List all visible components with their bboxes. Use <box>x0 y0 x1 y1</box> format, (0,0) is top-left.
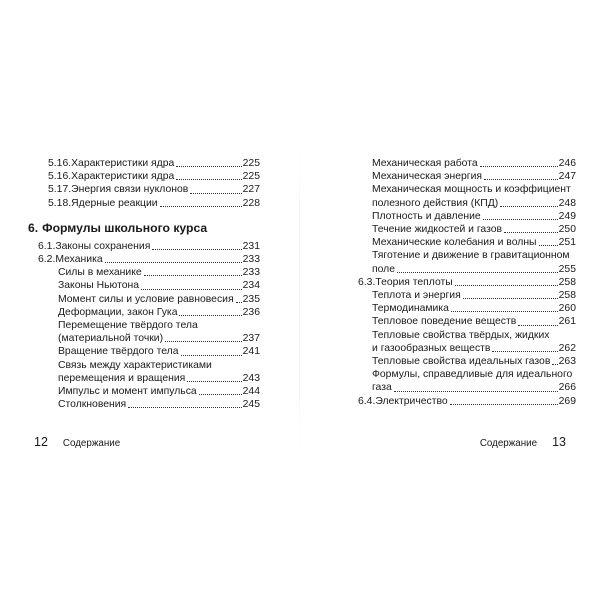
toc-entry-page: 266 <box>558 382 576 394</box>
toc-entry-title: Вращение твёрдого тела <box>58 346 179 358</box>
toc-entry-title: Теория теплоты <box>375 276 453 288</box>
toc-entry-title: Законы Ньютона <box>58 280 140 292</box>
toc-entry <box>348 157 576 170</box>
toc-entry-page: 245 <box>242 399 260 411</box>
toc-entry-page: 228 <box>242 197 260 209</box>
toc-entry <box>28 293 260 306</box>
toc-entry-number: 6.1. <box>38 240 56 252</box>
toc-entry-title-continued: полезного действия (КПД) <box>372 197 499 209</box>
toc-entry-page: 248 <box>558 197 576 209</box>
toc-entry <box>348 302 576 315</box>
right-page-footer <box>480 435 566 449</box>
toc-entry-title: Энергия связи нуклонов <box>71 184 189 196</box>
running-title: Содержание <box>479 438 538 449</box>
toc-entry-title: Деформации, закон Гука <box>58 306 178 318</box>
left-page-footer <box>34 435 120 449</box>
toc-entry-page: 225 <box>242 158 260 169</box>
toc-entry <box>348 355 576 368</box>
toc-entry <box>28 279 260 292</box>
toc-entry-title: Ядерные реакции <box>71 197 158 209</box>
right-page-toc <box>348 157 576 408</box>
book-gutter <box>299 140 300 460</box>
toc-entry-number: 6.4. <box>358 395 376 407</box>
toc-entry-number: 5.18. <box>48 197 72 209</box>
toc-entry-title: Тепловые свойства твёрдых, жидких <box>372 329 550 341</box>
toc-entry-page: 233 <box>242 254 260 266</box>
toc-entry-page: 244 <box>242 386 260 398</box>
toc-entry-title: Теплота и энергия <box>372 290 461 302</box>
toc-entry-title: Перемещение твёрдого тела <box>58 320 198 332</box>
toc-entry <box>28 240 260 253</box>
toc-entry-title: Столкновения <box>58 399 127 411</box>
toc-entry <box>28 306 260 319</box>
toc-entry <box>28 266 260 279</box>
toc-entry-page: 227 <box>242 184 260 196</box>
toc-entry-title: Механические колебания и волны <box>372 237 537 249</box>
toc-entry <box>348 236 576 249</box>
toc-entry-title: Электричество <box>375 395 448 407</box>
toc-entry <box>28 197 260 210</box>
toc-entry-title-continued: газа <box>372 382 392 394</box>
toc-entry <box>28 319 260 345</box>
toc-entry <box>348 395 576 408</box>
toc-entries-top <box>28 157 260 210</box>
toc-entry <box>348 289 576 302</box>
toc-entry <box>348 223 576 236</box>
toc-entry <box>28 170 260 183</box>
toc-entry-page: 249 <box>558 210 576 222</box>
left-page-toc <box>28 157 260 411</box>
toc-entry-title-continued: и газообразных веществ <box>372 342 491 354</box>
toc-entry-page: 234 <box>242 280 260 292</box>
section-number: 6. <box>28 220 39 235</box>
toc-entry-page: 260 <box>558 303 576 315</box>
toc-entry-title: Термодинамика <box>372 303 449 315</box>
section-heading <box>28 221 260 235</box>
toc-entry-page: 233 <box>242 267 260 279</box>
toc-entry <box>348 210 576 223</box>
toc-entry <box>348 315 576 328</box>
toc-entry-page: 235 <box>242 293 260 305</box>
toc-entry-title: Тяготение и движение в гравитационном <box>372 250 570 262</box>
toc-entry-number: 6.2. <box>38 254 56 266</box>
toc-entry <box>28 253 260 266</box>
toc-entry-page: 258 <box>558 276 576 288</box>
toc-entry <box>348 329 576 355</box>
toc-entry-page: 236 <box>242 306 260 318</box>
toc-entry <box>348 170 576 183</box>
page-number: 12 <box>34 435 48 449</box>
toc-entry-title-continued: перемещения и вращения <box>58 372 186 384</box>
toc-entry <box>348 249 576 275</box>
toc-entry <box>28 385 260 398</box>
toc-entry-title: Силы в механике <box>58 267 142 279</box>
toc-entry-number: 5.16. <box>48 171 72 183</box>
toc-entry-number: 5.16. <box>48 158 72 169</box>
toc-entry-title: Характеристики ядра <box>71 158 175 169</box>
toc-entry-title: Механическая работа <box>372 158 478 169</box>
toc-entry-page: 262 <box>558 342 576 354</box>
toc-entry <box>348 276 576 289</box>
toc-entry-number: 5.17. <box>48 184 72 196</box>
toc-entry-title: Законы сохранения <box>55 240 151 252</box>
toc-entry <box>28 345 260 358</box>
toc-entry <box>28 157 260 170</box>
section-title: Формулы школьного курса <box>42 220 208 235</box>
toc-entry-page: 255 <box>558 263 576 275</box>
toc-entry-title: Тепловые свойства идеальных газов <box>372 356 551 368</box>
toc-entry-page: 247 <box>558 171 576 183</box>
toc-entry-title: Импульс и момент импульса <box>58 386 197 398</box>
toc-entry-page: 269 <box>558 395 576 407</box>
toc-entry-number: 6.3. <box>358 276 376 288</box>
toc-entry-title: Течение жидкостей и газов <box>372 224 503 236</box>
toc-entry-page: 251 <box>558 237 576 249</box>
toc-entry-page: 243 <box>242 372 260 384</box>
toc-entry-page: 231 <box>242 240 260 252</box>
toc-entry-title: Механика <box>55 254 103 266</box>
toc-entry <box>348 368 576 394</box>
running-title: Содержание <box>62 438 121 449</box>
toc-entry-title: Связь между характеристиками <box>58 359 212 371</box>
toc-entry-title: Момент силы и условие равновесия <box>58 293 234 305</box>
toc-entry <box>348 183 576 209</box>
toc-entry-title-continued: (материальной точки) <box>58 333 164 345</box>
toc-entry <box>28 183 260 196</box>
toc-entry-title: Формулы, справедливые для идеального <box>372 369 573 381</box>
toc-entry-page: 261 <box>558 316 576 328</box>
toc-entry <box>28 398 260 411</box>
toc-entry-title-continued: поле <box>372 263 396 275</box>
toc-entry-page: 263 <box>558 356 576 368</box>
toc-entry-title: Тепловое поведение веществ <box>372 316 517 328</box>
toc-entry-title: Характеристики ядра <box>71 171 175 183</box>
page-number: 13 <box>552 435 566 449</box>
toc-entry-page: 241 <box>242 346 260 358</box>
toc-entries <box>28 240 260 412</box>
toc-entry-title: Механическая энергия <box>372 171 482 183</box>
toc-entry-title: Плотность и давление <box>372 210 481 222</box>
toc-entry-page: 237 <box>242 333 260 345</box>
toc-entry-page: 258 <box>558 290 576 302</box>
toc-entry <box>28 359 260 385</box>
toc-entry-title: Механическая мощность и коэффициент <box>372 184 571 196</box>
toc-entry-page: 246 <box>558 158 576 169</box>
toc-entry-page: 250 <box>558 224 576 236</box>
toc-entry-page: 225 <box>242 171 260 183</box>
